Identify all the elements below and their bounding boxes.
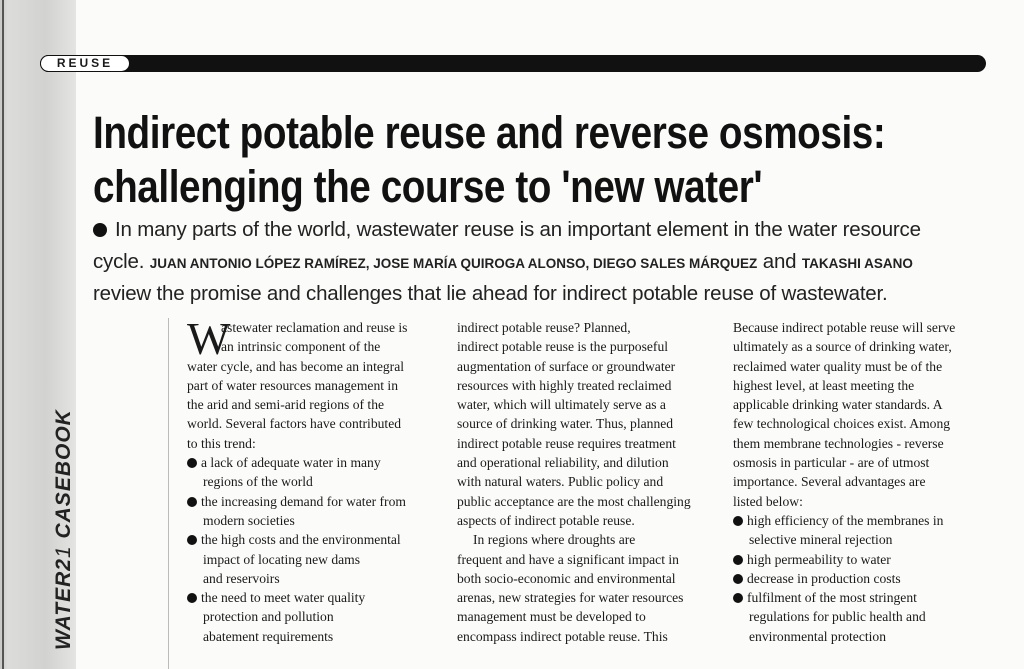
standfirst-line-3: review the promise and challenges that lie ahead for indirect potable reuse of wastewater. (93, 282, 888, 305)
bullet-icon (733, 574, 743, 584)
text-line: a lack of adequate water in many (187, 453, 407, 472)
drop-cap: W (187, 313, 231, 364)
bullet-icon (93, 223, 107, 237)
text-line: both socio-economic and environmental (457, 570, 676, 586)
text-line: an intrinsic component of the (221, 339, 381, 355)
text-line: resources with highly treated reclaimed (457, 377, 672, 393)
text-line: environmental protection (749, 628, 887, 644)
text-line: indirect potable reuse? Planned, (457, 320, 631, 335)
text-line: indirect potable reuse is the purposeful (457, 339, 669, 355)
article-title: Indirect potable reuse and reverse osmosis: challenging the course to 'new water' (93, 107, 886, 212)
text-line: indirect potable reuse requires treatment (457, 435, 676, 451)
text-line: importance. Several advantages are (733, 474, 926, 490)
text-line: reclaimed water quality must be of the (733, 358, 943, 374)
text-line: the increasing demand for water from (187, 492, 407, 511)
bullet-icon (187, 535, 197, 545)
text-line: public acceptance are the most challenging (457, 493, 691, 509)
text-line: the high costs and the environmental (187, 530, 407, 549)
text-line: augmentation of surface or groundwater (457, 358, 676, 374)
text-line: listed below: (733, 493, 803, 509)
text-line: decrease in production costs (733, 569, 955, 588)
section-tag: REUSE (40, 55, 130, 72)
bullet-icon (733, 516, 743, 526)
bullet-icon (733, 593, 743, 603)
text-line: highest level, at least meeting the (733, 377, 915, 393)
standfirst-line-1: In many parts of the world, wastewater reuse is an important element in the water resource (93, 218, 921, 242)
text-line: the arid and semi-arid regions of the (187, 397, 385, 413)
text-line: the need to meet water quality (187, 588, 407, 607)
casebook-label: WATER21 CASEBOOK (52, 409, 75, 650)
text-line: impact of locating new dams (203, 551, 361, 567)
text-line: In regions where droughts are (473, 532, 636, 548)
text-line: world. Several factors have contributed (187, 416, 402, 432)
text-line: astewater reclamation and reuse is (221, 320, 408, 335)
text-line: osmosis in particular - are of utmost (733, 455, 930, 471)
text-line: regions of the world (203, 474, 313, 490)
text-line: modern societies (203, 512, 295, 528)
text-line: arenas, new strategies for water resources (457, 590, 684, 606)
section-banner (40, 55, 986, 72)
text-line: with natural waters. Public policy and (457, 474, 664, 490)
text-line: part of water resources management in (187, 377, 398, 393)
text-line: few technological choices exist. Among (733, 416, 951, 432)
text-line: applicable drinking water standards. A (733, 397, 943, 413)
text-line: selective mineral rejection (749, 532, 893, 548)
text-line: water cycle, and has become an integral (187, 358, 405, 374)
text-line: them membrane technologies - reverse (733, 435, 944, 451)
column-1 (187, 313, 408, 646)
text-line: source of drinking water. Thus, planned (457, 416, 674, 432)
text-line: high permeability to water (733, 550, 955, 569)
text-line: Because indirect potable reuse will serve (733, 320, 956, 335)
text-line: to this trend: (187, 435, 256, 451)
text-line: ultimately as a source of drinking water, (733, 339, 952, 355)
text-line: high efficiency of the membranes in (733, 511, 955, 530)
text-line: fulfilment of the most stringent (733, 588, 955, 607)
text-line: water, which will ultimately serve as a (457, 397, 666, 413)
text-line: management must be developed to (457, 609, 646, 625)
text-line: aspects of indirect potable reuse. (457, 512, 635, 528)
text-line: encompass indirect potable reuse. This (457, 628, 668, 644)
text-line: frequent and have a significant impact in (457, 551, 679, 567)
column-rule (168, 318, 169, 669)
text-line: and reservoirs (203, 570, 280, 586)
bullet-icon (187, 593, 197, 603)
column-2 (457, 318, 691, 646)
standfirst-line-2: cycle. JUAN ANTONIO LÓPEZ RAMÍREZ, JOSE MARÍA QUIROGA ALONSO, DIEGO SALES MÁRQUEZ and TAKASHI ASANO (93, 250, 913, 273)
text-line: protection and pollution (203, 609, 334, 625)
bullet-icon (733, 555, 743, 565)
column-3 (733, 318, 955, 646)
bullet-icon (187, 458, 197, 468)
text-line: and operational reliability, and dilution (457, 455, 669, 471)
text-line: regulations for public health and (749, 609, 926, 625)
bullet-icon (187, 497, 197, 507)
text-line: abatement requirements (203, 628, 334, 644)
